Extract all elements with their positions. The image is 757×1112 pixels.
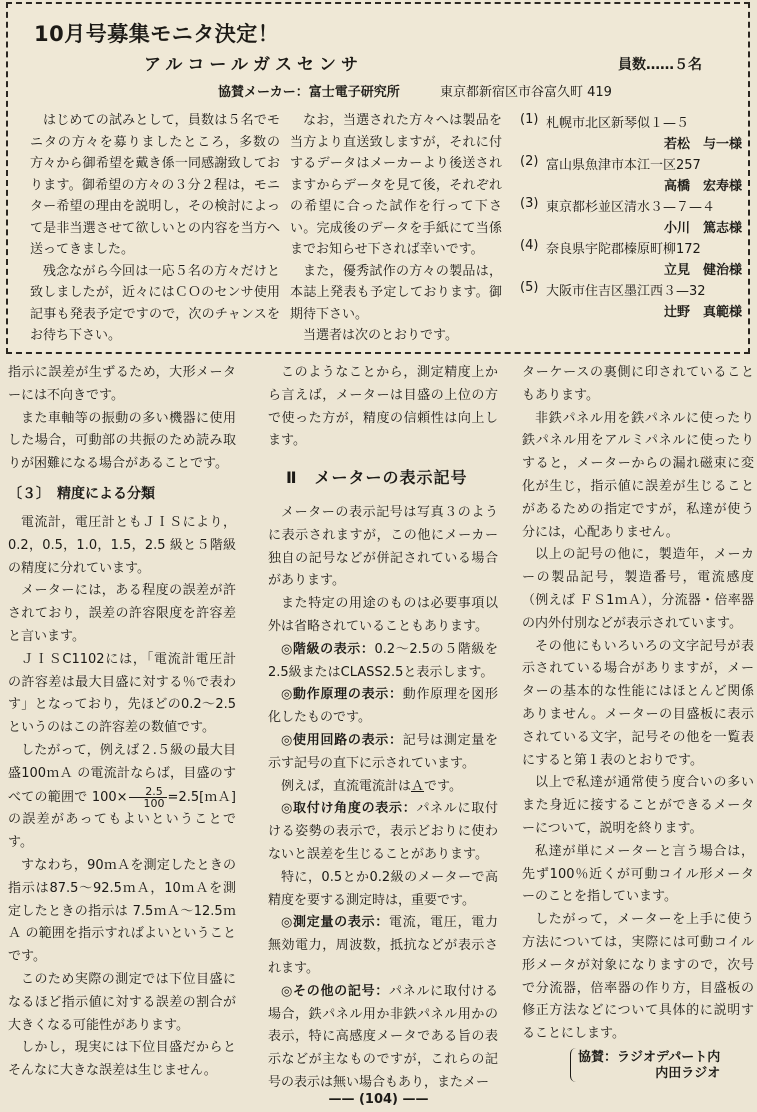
sponsor-name: 富士電子研究所 (308, 85, 400, 100)
winner-item (520, 236, 742, 278)
winner-item (520, 152, 742, 194)
intro-paragraph: はじめての試みとして，員数は５名でモニタの方々を募りましたところ，多数の方々から御希望を戴き係一同感謝致しております。御希望の方々の３分２程は，モニター希望の理由を説明し，その検討によって是非当選させて欲しいとの内容を当方へ送ってきました。 (30, 113, 280, 257)
notice-paragraph: また，優秀試作の方々の製品は，本誌上発表も予定しております。御期待下さい。 (290, 263, 502, 322)
body-paragraph: 以上で私達が通常使う度合いの多いまた身近に接することができるメーターについて，説明を終ります。 (522, 775, 754, 836)
definition-text: 0.2～2.5の５階級を2.5級またはCLASS2.5と表示します。 (268, 641, 498, 680)
winner-number: (5) (520, 280, 539, 295)
winner-number: (1) (520, 112, 539, 127)
definition-text: 動作原理を図形化したものです。 (268, 687, 498, 726)
article-column-right (522, 362, 754, 1046)
body-paragraph: また特定の用途のものは必要事項以外は省略されていることもあります。 (268, 596, 498, 634)
winner-item (520, 110, 742, 152)
body-paragraph: メーターの表示記号は写真３のように表示されますが，この他にメーカー独自の記号などが併記されている場合があります。 (268, 504, 498, 589)
body-paragraph: すなわち，90ｍＡを測定したときの指示は87.5～92.5ｍＡ，10ｍＡを測定したときの指示は 7.5ｍＡ～12.5ｍＡ の範囲を指示すればよいということです。 (8, 857, 236, 965)
article-column-left (8, 362, 236, 1083)
winner-name: 高橋 宏寿様 (663, 179, 742, 194)
body-paragraph: 非鉄パネル用を鉄パネルに使ったり鉄パネル用をアルミパネルに使ったりすると，メーターからの漏れ磁束に変化が生じ，指示値に誤差が生じることがあるための指定ですが，私達が使う分には，心配ありません。 (522, 410, 754, 540)
winner-address: 奈良県宇陀郡榛原町柳172 (546, 242, 701, 257)
notice-paragraph: 当選者は次のとおりです。 (303, 328, 458, 343)
definition-paragraph (268, 684, 498, 730)
fraction (129, 786, 167, 809)
definition-term: ◎測定量の表示： (281, 915, 390, 931)
winner-item (520, 278, 742, 320)
definition-text: 記号は測定量を示す記号の直下に示されています。 (268, 732, 498, 771)
fraction-numerator: 2.5 (129, 786, 167, 798)
definition-paragraph (268, 981, 498, 1095)
body-paragraph: 以上の記号の他に，製造年，メーカーの製品記号，製造番号，電流感度（例えば ＦＳ1ｍＡ），分流器・倍率器の内外付別などが表示されています。 (522, 547, 754, 631)
intro-paragraph: 残念ながら今回は一応５名の方々だけと致しましたが，近々にはＣＯのセンサ使用記事も発表予定ですので，次のチャンスをお待ち下さい。 (30, 263, 280, 343)
body-paragraph: しかし，現実には下位目盛だからとそんなに大きな誤差は生じません。 (8, 1040, 236, 1079)
body-paragraph: したがって，メーターを上手に使う方法については，実際には可動コイル形メータが対象になりますので，次号で分流器，倍率器の作り方，目盛板の修正方法などについて具体的に説明することにします。 (522, 912, 754, 1042)
body-paragraph: 指示に誤差が生ずるため，大形メーターには不向きです。 (8, 365, 236, 403)
winner-address: 大阪市住吉区墨江西３—32 (546, 284, 706, 299)
winner-name: 立見 健治様 (663, 263, 742, 278)
announcement-intro (30, 110, 280, 347)
article-column-middle (268, 362, 498, 1095)
definition-term: ◎階級の表示： (281, 641, 375, 657)
definition-term: ◎動作原理の表示： (281, 687, 403, 703)
body-paragraph-formula (8, 740, 236, 855)
sponsor-address: 東京都新宿区市谷富久町 419 (440, 85, 612, 100)
quota-text: 員数……５名 (618, 57, 702, 73)
example-paragraph (268, 776, 498, 799)
notice-paragraph: なお，当選された方々へは製品を当方より直送致しますが，それに付するデータはメーカーより後送されますからデータを見て後，それぞれの希望に合った試作を行って下さい。完成後のデータを手紙にて当係までお知らせ下されば幸いです。 (290, 113, 502, 257)
monitor-announcement-box (6, 2, 750, 354)
formula-text: =2.5[ｍＡ] の誤差があってもよいということです。 (8, 789, 236, 851)
winner-name: 辻野 真範様 (663, 305, 742, 320)
body-paragraph: 私達が単にメーターと言う場合は，先ず100％近くが可動コイル形メーターのことを指しています。 (522, 843, 754, 905)
dc-current-symbol: Ａ (411, 778, 425, 794)
winner-number: (4) (520, 238, 539, 253)
page-number: —— (104) —— (328, 1092, 429, 1107)
winner-address: 札幌市北区新琴似１—５ (546, 116, 690, 131)
body-paragraph: このようなことから，測定精度上から言えば，メーターは目盛の上位の方で使った方が，精度の信頼性は向上します。 (268, 365, 498, 449)
body-paragraph: このため実際の測定では下位目盛になるほど指示値に対する誤差の割合が大きくなる可能性があります。 (8, 971, 236, 1033)
sponsor-label: 協賛メーカー： (218, 85, 309, 100)
winners-list (520, 110, 742, 320)
winner-address: 東京都杉並区清水３—７—４ (546, 200, 716, 215)
definition-text: パネルに取付ける場合，鉄パネル用か非鉄パネル用かの表示，特に高感度メータである旨の表示などが主なものですが，これらの記号の表示は無い場合もあり，またメー (268, 983, 498, 1090)
announcement-title: 10月号募集モニタ決定！ (34, 22, 280, 46)
definition-paragraph (268, 798, 498, 866)
credit-bracket (570, 1048, 577, 1082)
winner-item (520, 194, 742, 236)
winner-number: (3) (520, 196, 539, 211)
definition-paragraph (268, 912, 498, 980)
body-paragraph: 電流計，電圧計ともＪＩＳにより，0.2，0.5，1.0，1.5，2.5 級と５階級の精度に分れています。 (8, 514, 236, 576)
sponsor-line (218, 81, 400, 100)
definition-term: ◎使用回路の表示： (281, 732, 403, 748)
winner-address: 富山県魚津市本江一区257 (546, 158, 701, 173)
definition-term: ◎その他の記号： (281, 983, 390, 999)
definition-text: 電流，電圧，電力無効電力，周波数，抵抗などが表示されます。 (268, 915, 498, 976)
definition-paragraph (268, 730, 498, 776)
product-name: アルコールガスセンサ (144, 55, 363, 75)
winner-name: 小川 篤志様 (663, 221, 742, 236)
body-paragraph: その他にもいろいろの文字記号が表示されている場合がありますが，メーターの基本的な性能にはほとんど関係ありません。メーターの目盛板に表示されている文字，記号その他を一覧表にすると第１表のとおりです。 (522, 638, 754, 768)
definition-text: パネルに取付ける姿勢の表示で，表示どおりに使わないと誤差を生じることがあります。 (268, 801, 498, 862)
body-paragraph: また車軸等の振動の多い機器に使用した場合，可動部の共振のため読み取りが困難になる場合があることです。 (8, 410, 236, 472)
body-paragraph: ターケースの裏側に印されていることもあります。 (522, 365, 754, 403)
credit-line: 内田ラジオ (655, 1066, 721, 1081)
body-paragraph: メーターには，ある程度の誤差が許されており，誤差の許容限度を許容差と言います。 (8, 583, 236, 644)
body-paragraph: ＪＩＳC1102には，「電流計電圧計の許容差は最大目盛に対する％で表わす」となっており，先ほどの0.2～2.5というのはこの許容差の数値です。 (8, 651, 236, 736)
definition-term: ◎取付け角度の表示： (281, 801, 417, 817)
announcement-notice (290, 110, 502, 347)
fraction-denominator: 100 (143, 796, 165, 810)
winner-number: (2) (520, 154, 539, 169)
definition-paragraph (268, 639, 498, 685)
formula-text: したがって，例えば２.５級の最大目盛100ｍＡ の電流計ならば，目盛のすべての範囲で 100× (8, 742, 236, 805)
example-text: です。 (424, 778, 462, 794)
sponsor-credit (578, 1050, 720, 1082)
section-heading-meter-symbols: Ⅱ メーターの表示記号 (286, 468, 468, 488)
credit-line: 協賛：ラジオデパート内 (578, 1050, 721, 1065)
winner-name: 若松 与一様 (663, 137, 742, 152)
example-text: 例えば，直流電流計は (281, 778, 412, 794)
body-paragraph: 特に，0.5とか0.2級のメーターで高精度を要する測定時は，重要です。 (268, 869, 498, 908)
section-heading-accuracy: 〔３〕 精度による分類 (8, 485, 155, 502)
